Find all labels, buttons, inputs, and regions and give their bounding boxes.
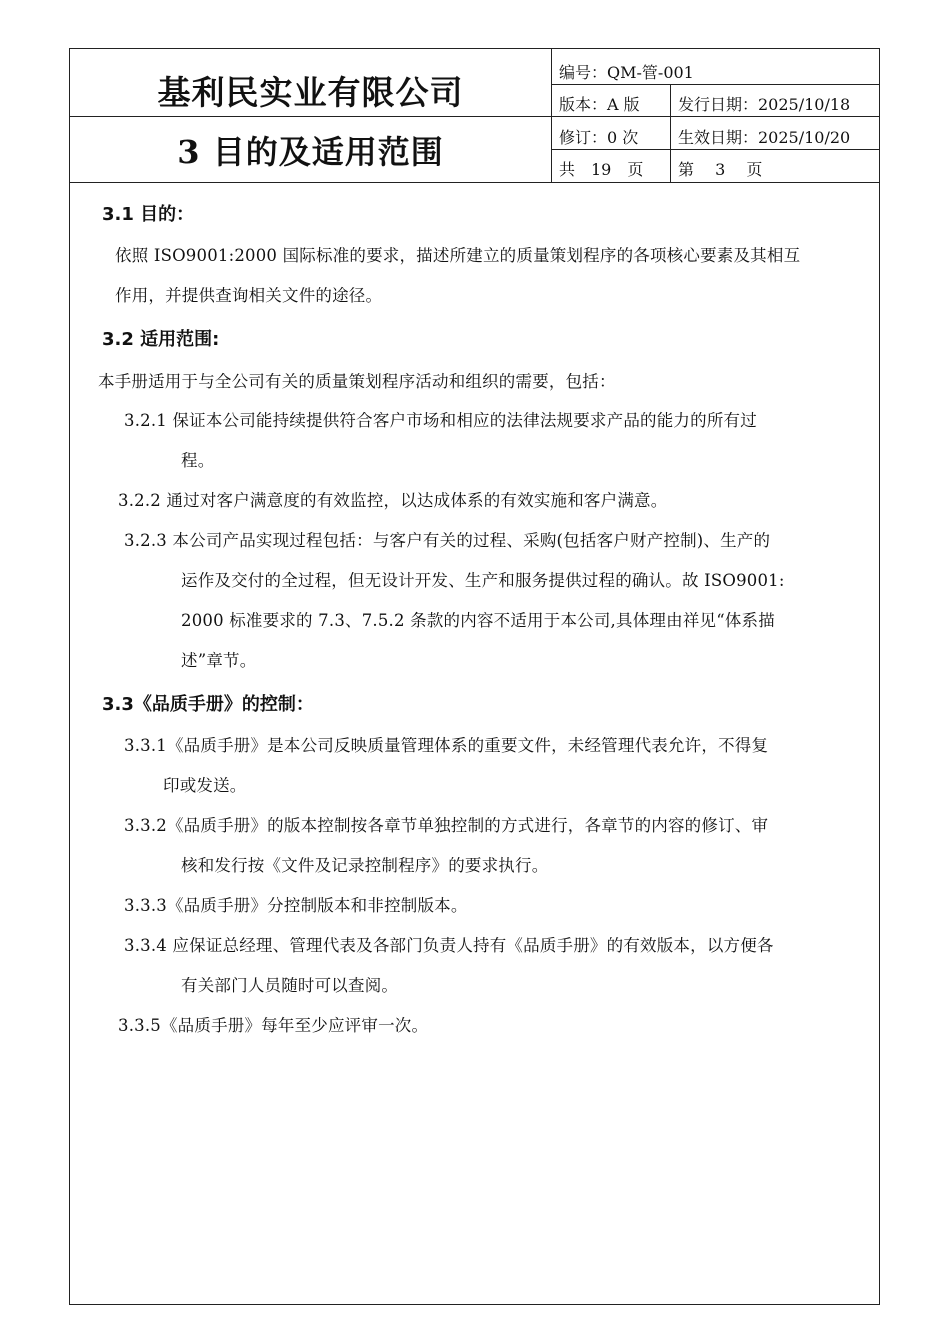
header-divider: [551, 84, 879, 85]
header-divider: [551, 116, 879, 117]
paragraph-line: 作用，并提供查询相关文件的途径。: [115, 286, 383, 305]
document-header: [70, 49, 879, 183]
paragraph-line: 依照 ISO9001:2000 国际标准的要求，描述所建立的质量策划程序的各项核心要素及其相互: [115, 246, 801, 265]
list-item: 3.3.3《品质手册》分控制版本和非控制版本。: [124, 896, 468, 915]
header-divider: [670, 84, 671, 182]
list-item: 3.2.1 保证本公司能持续提供符合客户市场和相应的法律法规要求产品的能力的所有过: [124, 411, 757, 430]
paragraph-line: 本手册适用于与全公司有关的质量策划程序活动和组织的需要，包括：: [98, 372, 616, 391]
list-item: 3.3.5《品质手册》每年至少应评审一次。: [118, 1016, 429, 1035]
document-number: 编号：QM-管-001: [559, 63, 694, 82]
total-pages: 共 19 页: [559, 160, 644, 179]
list-item: 3.2.2 通过对客户满意度的有效监控，以达成体系的有效实施和客户满意。: [118, 491, 668, 510]
company-name: 基利民实业有限公司: [157, 73, 464, 112]
effective-date: 生效日期：2025/10/20: [678, 128, 851, 147]
list-item: 3.3.2《品质手册》的版本控制按各章节单独控制的方式进行，各章节的内容的修订、审: [124, 816, 769, 835]
page-number: 第 3 页: [678, 160, 763, 179]
header-divider: [551, 149, 879, 150]
list-item: 3.3.1《品质手册》是本公司反映质量管理体系的重要文件，未经管理代表允许，不得复: [124, 736, 769, 755]
list-item: 3.2.3 本公司产品实现过程包括：与客户有关的过程、采购(包括客户财产控制)、生产的: [124, 531, 771, 550]
list-item-continuation: 运作及交付的全过程，但无设计开发、生产和服务提供过程的确认。故 ISO9001:: [181, 571, 785, 590]
list-item-continuation: 核和发行按《文件及记录控制程序》的要求执行。: [181, 856, 549, 875]
revision: 修订：0 次: [559, 128, 639, 147]
issue-date: 发行日期：2025/10/18: [678, 95, 851, 114]
section-heading: 3.2 适用范围:: [102, 329, 220, 350]
chapter-title: 3 目的及适用范围: [177, 132, 444, 171]
list-item-continuation: 程。: [181, 451, 215, 470]
section-heading: 3.3《品质手册》的控制：: [102, 694, 314, 715]
list-item-continuation: 述”章节。: [181, 651, 257, 670]
document-frame: [69, 48, 880, 1305]
list-item-continuation: 2000 标准要求的 7.3、7.5.2 条款的内容不适用于本公司,具体理由祥见“体系描: [181, 611, 775, 630]
list-item-continuation: 印或发送。: [163, 776, 247, 795]
list-item-continuation: 有关部门人员随时可以查阅。: [181, 976, 399, 995]
section-heading: 3.1 目的：: [102, 204, 195, 225]
version: 版本：A 版: [559, 95, 640, 114]
list-item: 3.3.4 应保证总经理、管理代表及各部门负责人持有《品质手册》的有效版本，以方便各: [124, 936, 774, 955]
